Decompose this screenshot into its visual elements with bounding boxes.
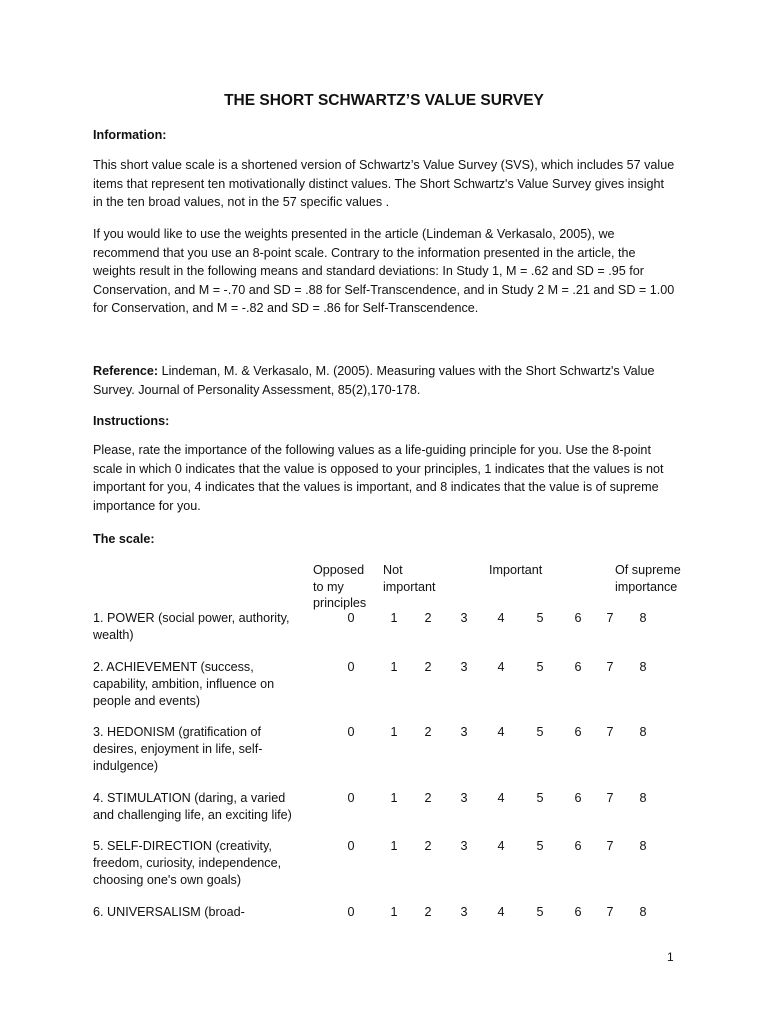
- scale-option-6[interactable]: 6: [574, 791, 582, 805]
- scale-option-7[interactable]: 7: [606, 725, 614, 739]
- reference-text: Lindeman, M. & Verkasalo, M. (2005). Measuring values with the Short Schwartz's Value Survey. Journal of Personality Assessment, 85(2),170-178.: [93, 364, 655, 397]
- information-heading: Information:: [93, 128, 167, 142]
- scale-option-1[interactable]: 1: [390, 611, 398, 625]
- scale-option-6[interactable]: 6: [574, 905, 582, 919]
- scale-option-0[interactable]: 0: [347, 611, 355, 625]
- scale-option-7[interactable]: 7: [606, 791, 614, 805]
- page-title: THE SHORT SCHWARTZ’S VALUE SURVEY: [224, 92, 544, 109]
- scale-option-5[interactable]: 5: [536, 725, 544, 739]
- scale-option-8[interactable]: 8: [639, 611, 647, 625]
- scale-heading: The scale:: [93, 532, 155, 546]
- scale-option-8[interactable]: 8: [639, 660, 647, 674]
- scale-option-0[interactable]: 0: [347, 839, 355, 853]
- scale-option-4[interactable]: 4: [497, 611, 505, 625]
- information-paragraph-1: This short value scale is a shortened version of Schwartz’s Value Survey (SVS), which includes 57 value items that represent ten motivationally distinct values. The Short Schwartz's Value Survey gives insight in the ten broad values, not in the 57 specific values .: [93, 158, 675, 209]
- scale-option-6[interactable]: 6: [574, 725, 582, 739]
- header-opposed: Opposed to my principles: [313, 563, 367, 610]
- item-label: 4. STIMULATION (daring, a varied and challenging life, an exciting life): [93, 791, 292, 822]
- scale-option-7[interactable]: 7: [606, 660, 614, 674]
- header-supreme: Of supreme importance: [615, 563, 681, 594]
- scale-option-7[interactable]: 7: [606, 905, 614, 919]
- scale-option-7[interactable]: 7: [606, 611, 614, 625]
- scale-option-4[interactable]: 4: [497, 660, 505, 674]
- scale-option-5[interactable]: 5: [536, 905, 544, 919]
- scale-option-6[interactable]: 6: [574, 660, 582, 674]
- reference-paragraph: [93, 362, 675, 399]
- instructions-paragraph: Please, rate the importance of the following values as a life-guiding principle for you. Use the 8-point scale in which 0 indicates that the value is opposed to your principles, 1 indicates that the values is not important for you, 4 indicates that the values is important, and 8 indicates that the value is of supreme importance for you.: [93, 443, 664, 513]
- scale-option-2[interactable]: 2: [424, 791, 432, 805]
- scale-option-2[interactable]: 2: [424, 905, 432, 919]
- item-label: 2. ACHIEVEMENT (success, capability, ambition, influence on people and events): [93, 660, 275, 708]
- scale-option-0[interactable]: 0: [347, 791, 355, 805]
- reference-label: Reference:: [93, 364, 159, 378]
- scale-option-8[interactable]: 8: [639, 839, 647, 853]
- scale-option-6[interactable]: 6: [574, 611, 582, 625]
- scale-option-3[interactable]: 3: [460, 791, 468, 805]
- scale-option-5[interactable]: 5: [536, 660, 544, 674]
- scale-option-3[interactable]: 3: [460, 660, 468, 674]
- scale-option-3[interactable]: 3: [460, 725, 468, 739]
- table-row: [93, 904, 693, 964]
- scale-option-2[interactable]: 2: [424, 839, 432, 853]
- header-important: Important: [489, 563, 543, 577]
- scale-option-2[interactable]: 2: [424, 611, 432, 625]
- item-label: 5. SELF-DIRECTION (creativity, freedom, curiosity, independence, choosing one's own goals): [93, 839, 282, 887]
- scale-option-3[interactable]: 3: [460, 611, 468, 625]
- scale-option-1[interactable]: 1: [390, 660, 398, 674]
- item-label: 3. HEDONISM (gratification of desires, enjoyment in life, self-indulgence): [93, 725, 263, 773]
- scale-option-0[interactable]: 0: [347, 905, 355, 919]
- scale-option-0[interactable]: 0: [347, 725, 355, 739]
- scale-option-2[interactable]: 2: [424, 660, 432, 674]
- scale-option-2[interactable]: 2: [424, 725, 432, 739]
- scale-option-1[interactable]: 1: [390, 905, 398, 919]
- scale-option-7[interactable]: 7: [606, 839, 614, 853]
- scale-option-5[interactable]: 5: [536, 611, 544, 625]
- page-number: 1: [667, 950, 674, 964]
- item-label: 6. UNIVERSALISM (broad-: [93, 905, 245, 919]
- scale-option-5[interactable]: 5: [536, 791, 544, 805]
- scale-option-6[interactable]: 6: [574, 839, 582, 853]
- scale-option-8[interactable]: 8: [639, 791, 647, 805]
- header-not-important: Not important: [383, 563, 436, 594]
- scale-option-4[interactable]: 4: [497, 839, 505, 853]
- scale-option-0[interactable]: 0: [347, 660, 355, 674]
- table-row: [93, 659, 693, 719]
- scale-option-1[interactable]: 1: [390, 791, 398, 805]
- instructions-heading: Instructions:: [93, 414, 170, 428]
- table-row: [93, 838, 693, 898]
- information-paragraph-2: If you would like to use the weights presented in the article (Lindeman & Verkasalo, 2005), we recommend that you use an 8-point scale. Contrary to the information presented in the article, the weights result in the following means and standard deviations: In Study 1, M = .62 and SD = .95 for Conservation, and M = -.70 and SD = .88 for Self-Transcendence, and in Study 2 M = .21 and SD = 1.00 for Conservation, and M = -.82 and SD = .86 for Self-Transcendence.: [93, 227, 675, 315]
- scale-option-4[interactable]: 4: [497, 725, 505, 739]
- scale-option-3[interactable]: 3: [460, 905, 468, 919]
- scale-option-8[interactable]: 8: [639, 725, 647, 739]
- item-label: 1. POWER (social power, authority, wealth): [93, 611, 290, 642]
- scale-option-4[interactable]: 4: [497, 791, 505, 805]
- scale-option-1[interactable]: 1: [390, 725, 398, 739]
- scale-option-4[interactable]: 4: [497, 905, 505, 919]
- scale-option-5[interactable]: 5: [536, 839, 544, 853]
- scale-option-1[interactable]: 1: [390, 839, 398, 853]
- table-row: [93, 724, 693, 784]
- scale-option-3[interactable]: 3: [460, 839, 468, 853]
- scale-option-8[interactable]: 8: [639, 905, 647, 919]
